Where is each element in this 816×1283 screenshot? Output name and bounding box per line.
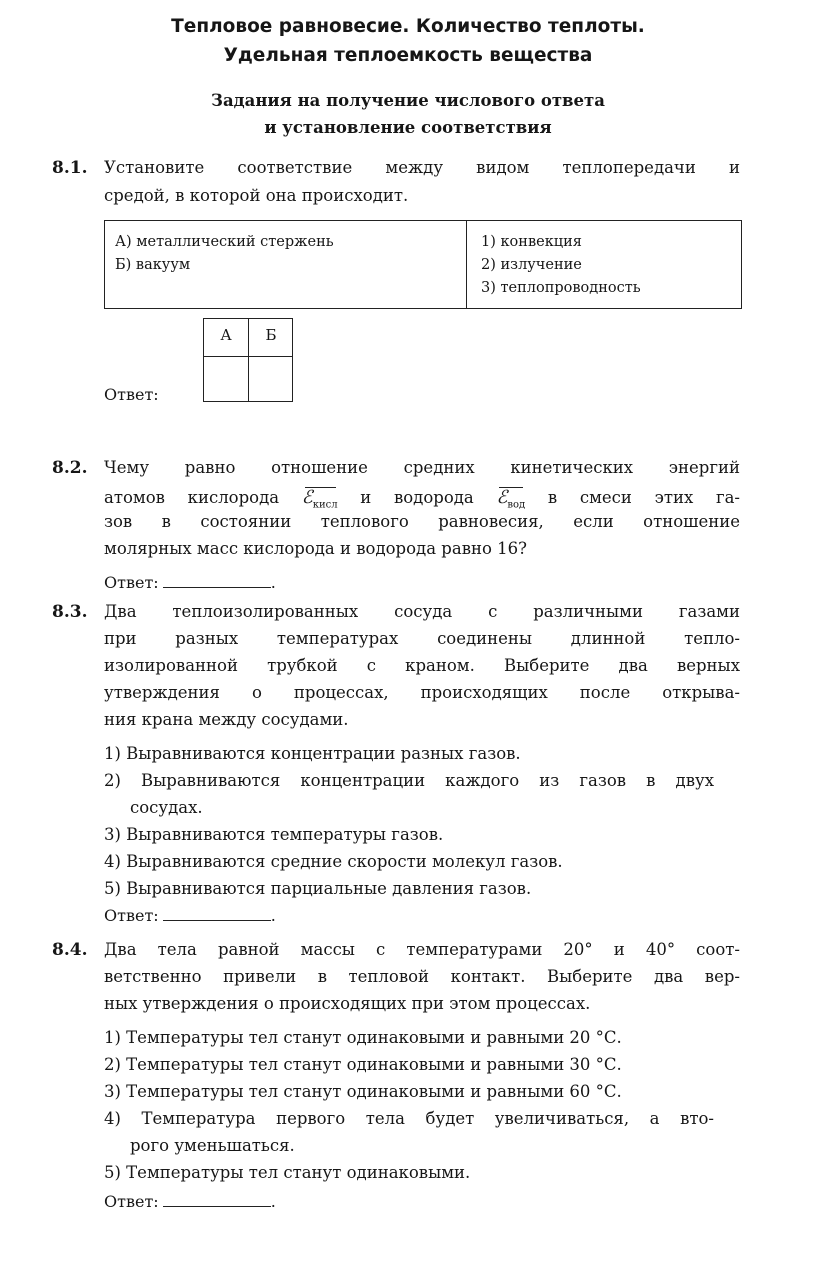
answer-label: Ответ: xyxy=(104,906,159,925)
text-fragment: и водорода xyxy=(360,488,474,507)
task-8-3-option-3: 3) Выравниваются температуры газов. xyxy=(104,825,444,844)
answer-header-b: Б xyxy=(265,326,277,344)
task-8-2-text-line-1: Чему равно отношение средних кинетических энергий xyxy=(104,458,740,477)
task-8-4-option-3: 3) Температуры тел станут одинаковыми и равными 60 °С. xyxy=(104,1082,622,1101)
matching-right-column xyxy=(467,221,741,308)
task-8-3-text-line-3: изолированной трубкой с краном. Выберите два верных xyxy=(104,656,740,675)
task-8-4-text-line-1: Два тела равной массы с температурами 20° и 40° соот- xyxy=(104,940,740,959)
task-8-4-option-2: 2) Температуры тел станут одинаковыми и равными 30 °С. xyxy=(104,1055,622,1074)
task-8-4-text-line-3: ных утверждения о происходящих при этом процессах. xyxy=(104,994,591,1013)
task-8-4-text-line-2: ветственно привели в тепловой контакт. Выберите два вер- xyxy=(104,967,740,986)
task-8-3-option-2: 2) Выравниваются концентрации каждого из газов в двух xyxy=(104,771,714,790)
answer-line-8-3: Ответ: . xyxy=(104,906,276,925)
task-number-8-3: 8.3. xyxy=(52,602,88,622)
task-8-3-option-1: 1) Выравниваются концентрации разных газов. xyxy=(104,744,521,763)
answer-header-a: А xyxy=(220,326,232,344)
answer-blank-8-2[interactable] xyxy=(163,573,271,588)
answer-cell-a[interactable] xyxy=(204,357,248,401)
answer-line-8-2: Ответ: . xyxy=(104,573,276,592)
task-number-8-4: 8.4. xyxy=(52,940,88,960)
task-8-2-text-line-4: молярных масс кислорода и водорода равно 16? xyxy=(104,539,528,558)
text-fragment: атомов кислорода xyxy=(104,488,280,507)
task-8-3-option-5: 5) Выравниваются парциальные давления газов. xyxy=(104,879,532,898)
task-8-4-option-4: 4) Температура первого тела будет увеличиваться, а вто- xyxy=(104,1109,714,1128)
answer-label: Ответ: xyxy=(104,573,159,592)
task-8-3-text-line-4: утверждения о процессах, происходящих после открыва- xyxy=(104,683,740,702)
task-8-3-option-2-continuation: сосудах. xyxy=(130,798,203,817)
answer-label-8-1: Ответ: xyxy=(104,385,159,404)
task-8-3-text-line-5: ния крана между сосудами. xyxy=(104,710,349,729)
section-title-line-1: Задания на получение числового ответа xyxy=(211,91,605,110)
kinetic-energy-hydrogen-symbol: ℰ$_{вод}$ xyxy=(496,487,526,511)
task-number-8-2: 8.2. xyxy=(52,458,88,478)
task-8-4-option-4-continuation: рого уменьшаться. xyxy=(130,1136,295,1155)
task-8-1-text-line-2: средой, в которой она происходит. xyxy=(104,186,409,205)
chapter-title-line-1: Тепловое равновесие. Количество теплоты. xyxy=(171,16,645,37)
matching-right-item: 1) конвекция xyxy=(481,234,582,250)
task-8-3-text-line-2: при разных температурах соединены длинной тепло- xyxy=(104,629,740,648)
matching-left-item: А) металлический стержень xyxy=(115,234,334,250)
matching-left-column xyxy=(105,221,467,308)
task-8-4-option-1: 1) Температуры тел станут одинаковыми и равными 20 °С. xyxy=(104,1028,622,1047)
task-8-1-text-line-1: Установите соответствие между видом теплопередачи и xyxy=(104,158,740,177)
answer-grid-8-1 xyxy=(203,318,293,402)
matching-right-item: 2) излучение xyxy=(481,257,582,273)
task-8-3-text-line-1: Два теплоизолированных сосуда с различными газами xyxy=(104,602,740,621)
task-8-3-option-4: 4) Выравниваются средние скорости молекул газов. xyxy=(104,852,563,871)
task-8-4-option-5: 5) Температуры тел станут одинаковыми. xyxy=(104,1163,471,1182)
task-number-8-1: 8.1. xyxy=(52,158,88,178)
answer-label: Ответ: xyxy=(104,1192,159,1211)
answer-cell-b[interactable] xyxy=(249,357,293,401)
kinetic-energy-oxygen-symbol: ℰ$_{кисл}$ xyxy=(301,487,338,511)
answer-line-8-4: Ответ: . xyxy=(104,1192,276,1211)
answer-blank-8-3[interactable] xyxy=(163,906,271,921)
task-8-2-text-line-3: зов в состоянии теплового равновесия, если отношение xyxy=(104,512,740,531)
matching-left-item: Б) вакуум xyxy=(115,257,191,273)
text-fragment: в смеси этих га- xyxy=(547,488,740,507)
chapter-title-line-2: Удельная теплоемкость вещества xyxy=(223,45,593,66)
section-title-line-2: и установление соответствия xyxy=(264,118,552,137)
matching-table xyxy=(104,220,742,309)
answer-blank-8-4[interactable] xyxy=(163,1192,271,1207)
matching-right-item: 3) теплопроводность xyxy=(481,280,641,296)
